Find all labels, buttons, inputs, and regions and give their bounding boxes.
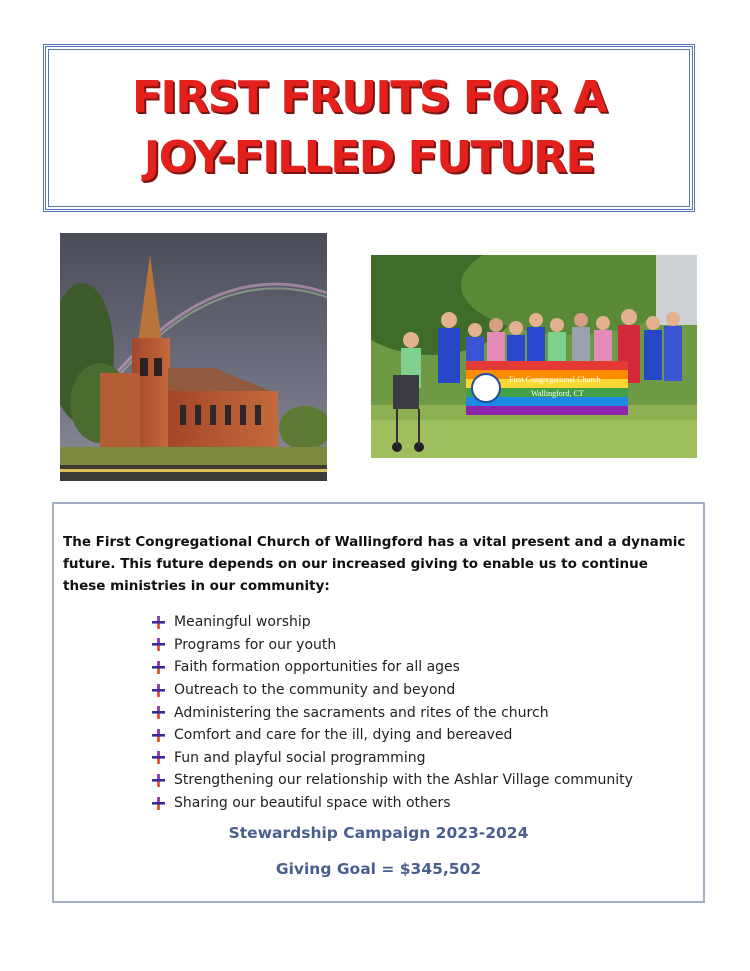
ministry-label: Strengthening our relationship with the Ashlar Village community xyxy=(174,772,633,789)
list-item xyxy=(152,656,633,679)
cross-bullet-icon xyxy=(152,729,165,742)
church-photo xyxy=(60,233,327,481)
ministry-label: Comfort and care for the ill, dying and bereaved xyxy=(174,727,513,744)
cross-bullet-icon xyxy=(152,616,165,629)
intro-paragraph: The First Congregational Church of Wallingford has a vital present and a dynamic future. This future depends on our increased giving to enable us to continue these ministries in our community: xyxy=(63,534,686,594)
campaign-title: Stewardship Campaign 2023-2024 xyxy=(228,824,529,842)
group-photo xyxy=(371,255,697,458)
cross-bullet-icon xyxy=(152,638,165,651)
ministry-label: Faith formation opportunities for all ages xyxy=(174,659,460,676)
cross-bullet-icon xyxy=(152,661,165,674)
list-item xyxy=(152,747,633,770)
cross-bullet-icon xyxy=(152,684,165,697)
title-line-2: JOY-FILLED FUTURE xyxy=(143,132,595,183)
list-item xyxy=(152,701,633,724)
list-item xyxy=(152,634,633,657)
ministry-label: Sharing our beautiful space with others xyxy=(174,795,451,812)
banner-text-1: First Congregational Church xyxy=(509,375,601,384)
ministries-box xyxy=(52,502,705,903)
cross-bullet-icon xyxy=(152,706,165,719)
ministry-label: Administering the sacraments and rites of the church xyxy=(174,704,549,721)
cross-bullet-icon xyxy=(152,774,165,787)
title-line-1: FIRST FRUITS FOR A xyxy=(131,72,607,123)
list-item xyxy=(152,724,633,747)
list-item xyxy=(152,611,633,634)
cross-bullet-icon xyxy=(152,797,165,810)
list-item xyxy=(152,792,633,815)
list-item xyxy=(152,769,633,792)
giving-goal: Giving Goal = $345,502 xyxy=(275,860,482,878)
ministries-list xyxy=(152,611,633,814)
banner-text-2: Wallingford, CT xyxy=(531,389,584,398)
title-banner xyxy=(43,44,695,212)
cross-bullet-icon xyxy=(152,751,165,764)
ministry-label: Meaningful worship xyxy=(174,614,311,631)
ministry-label: Fun and playful social programming xyxy=(174,749,426,766)
list-item xyxy=(152,679,633,702)
ministry-label: Programs for our youth xyxy=(174,636,337,653)
ministry-label: Outreach to the community and beyond xyxy=(174,682,456,699)
